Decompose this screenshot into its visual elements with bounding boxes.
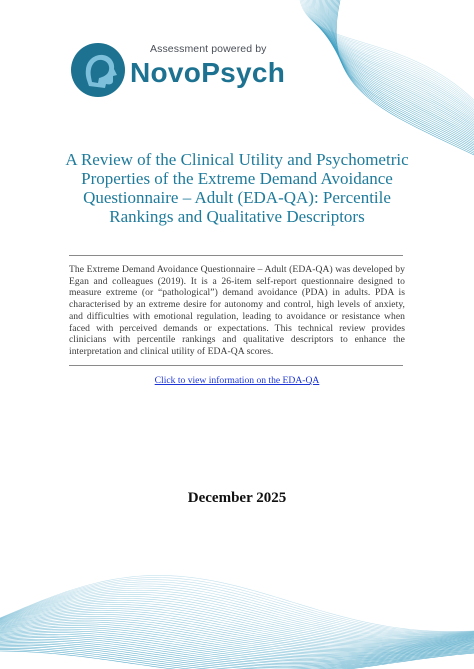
eda-qa-info-link[interactable]: Click to view information on the EDA-QA xyxy=(154,375,320,386)
publication-date: December 2025 xyxy=(187,490,287,506)
assessment-powered-by-label: Assessment powered by xyxy=(150,43,267,55)
decorative-wave-pattern-bottom xyxy=(0,548,474,669)
brand-name: NovoPsych xyxy=(130,57,286,88)
divider-top xyxy=(69,255,403,256)
novopsych-logo xyxy=(70,40,300,100)
abstract-text: The Extreme Demand Avoidance Questionnaire – Adult (EDA-QA) was developed by Egan and colleagues (2019). It is a 26-item self-report questionnaire designed to measure extreme (or “pathological”) demand avoidance (PDA) in adults. PDA is characterised by an extreme desire for autonomy and control, high levels of anxiety, and difficulties with emotional regulation, leading to avoidance or resistance when faced with perceived demands or expectations. This technical review provides clinicians with percentile rankings and qualitative descriptors to enhance the interpretation and clinical utility of EDA-QA scores. xyxy=(69,264,405,357)
divider-bottom xyxy=(69,365,403,366)
head-profile-logo-icon xyxy=(70,42,126,98)
decorative-wave-pattern-top xyxy=(280,0,474,165)
report-title: A Review of the Clinical Utility and Psychometric Properties of the Extreme Demand Avoidance Questionnaire – Adult (EDA-QA): Percentile Rankings and Qualitative Descriptors xyxy=(65,150,409,226)
